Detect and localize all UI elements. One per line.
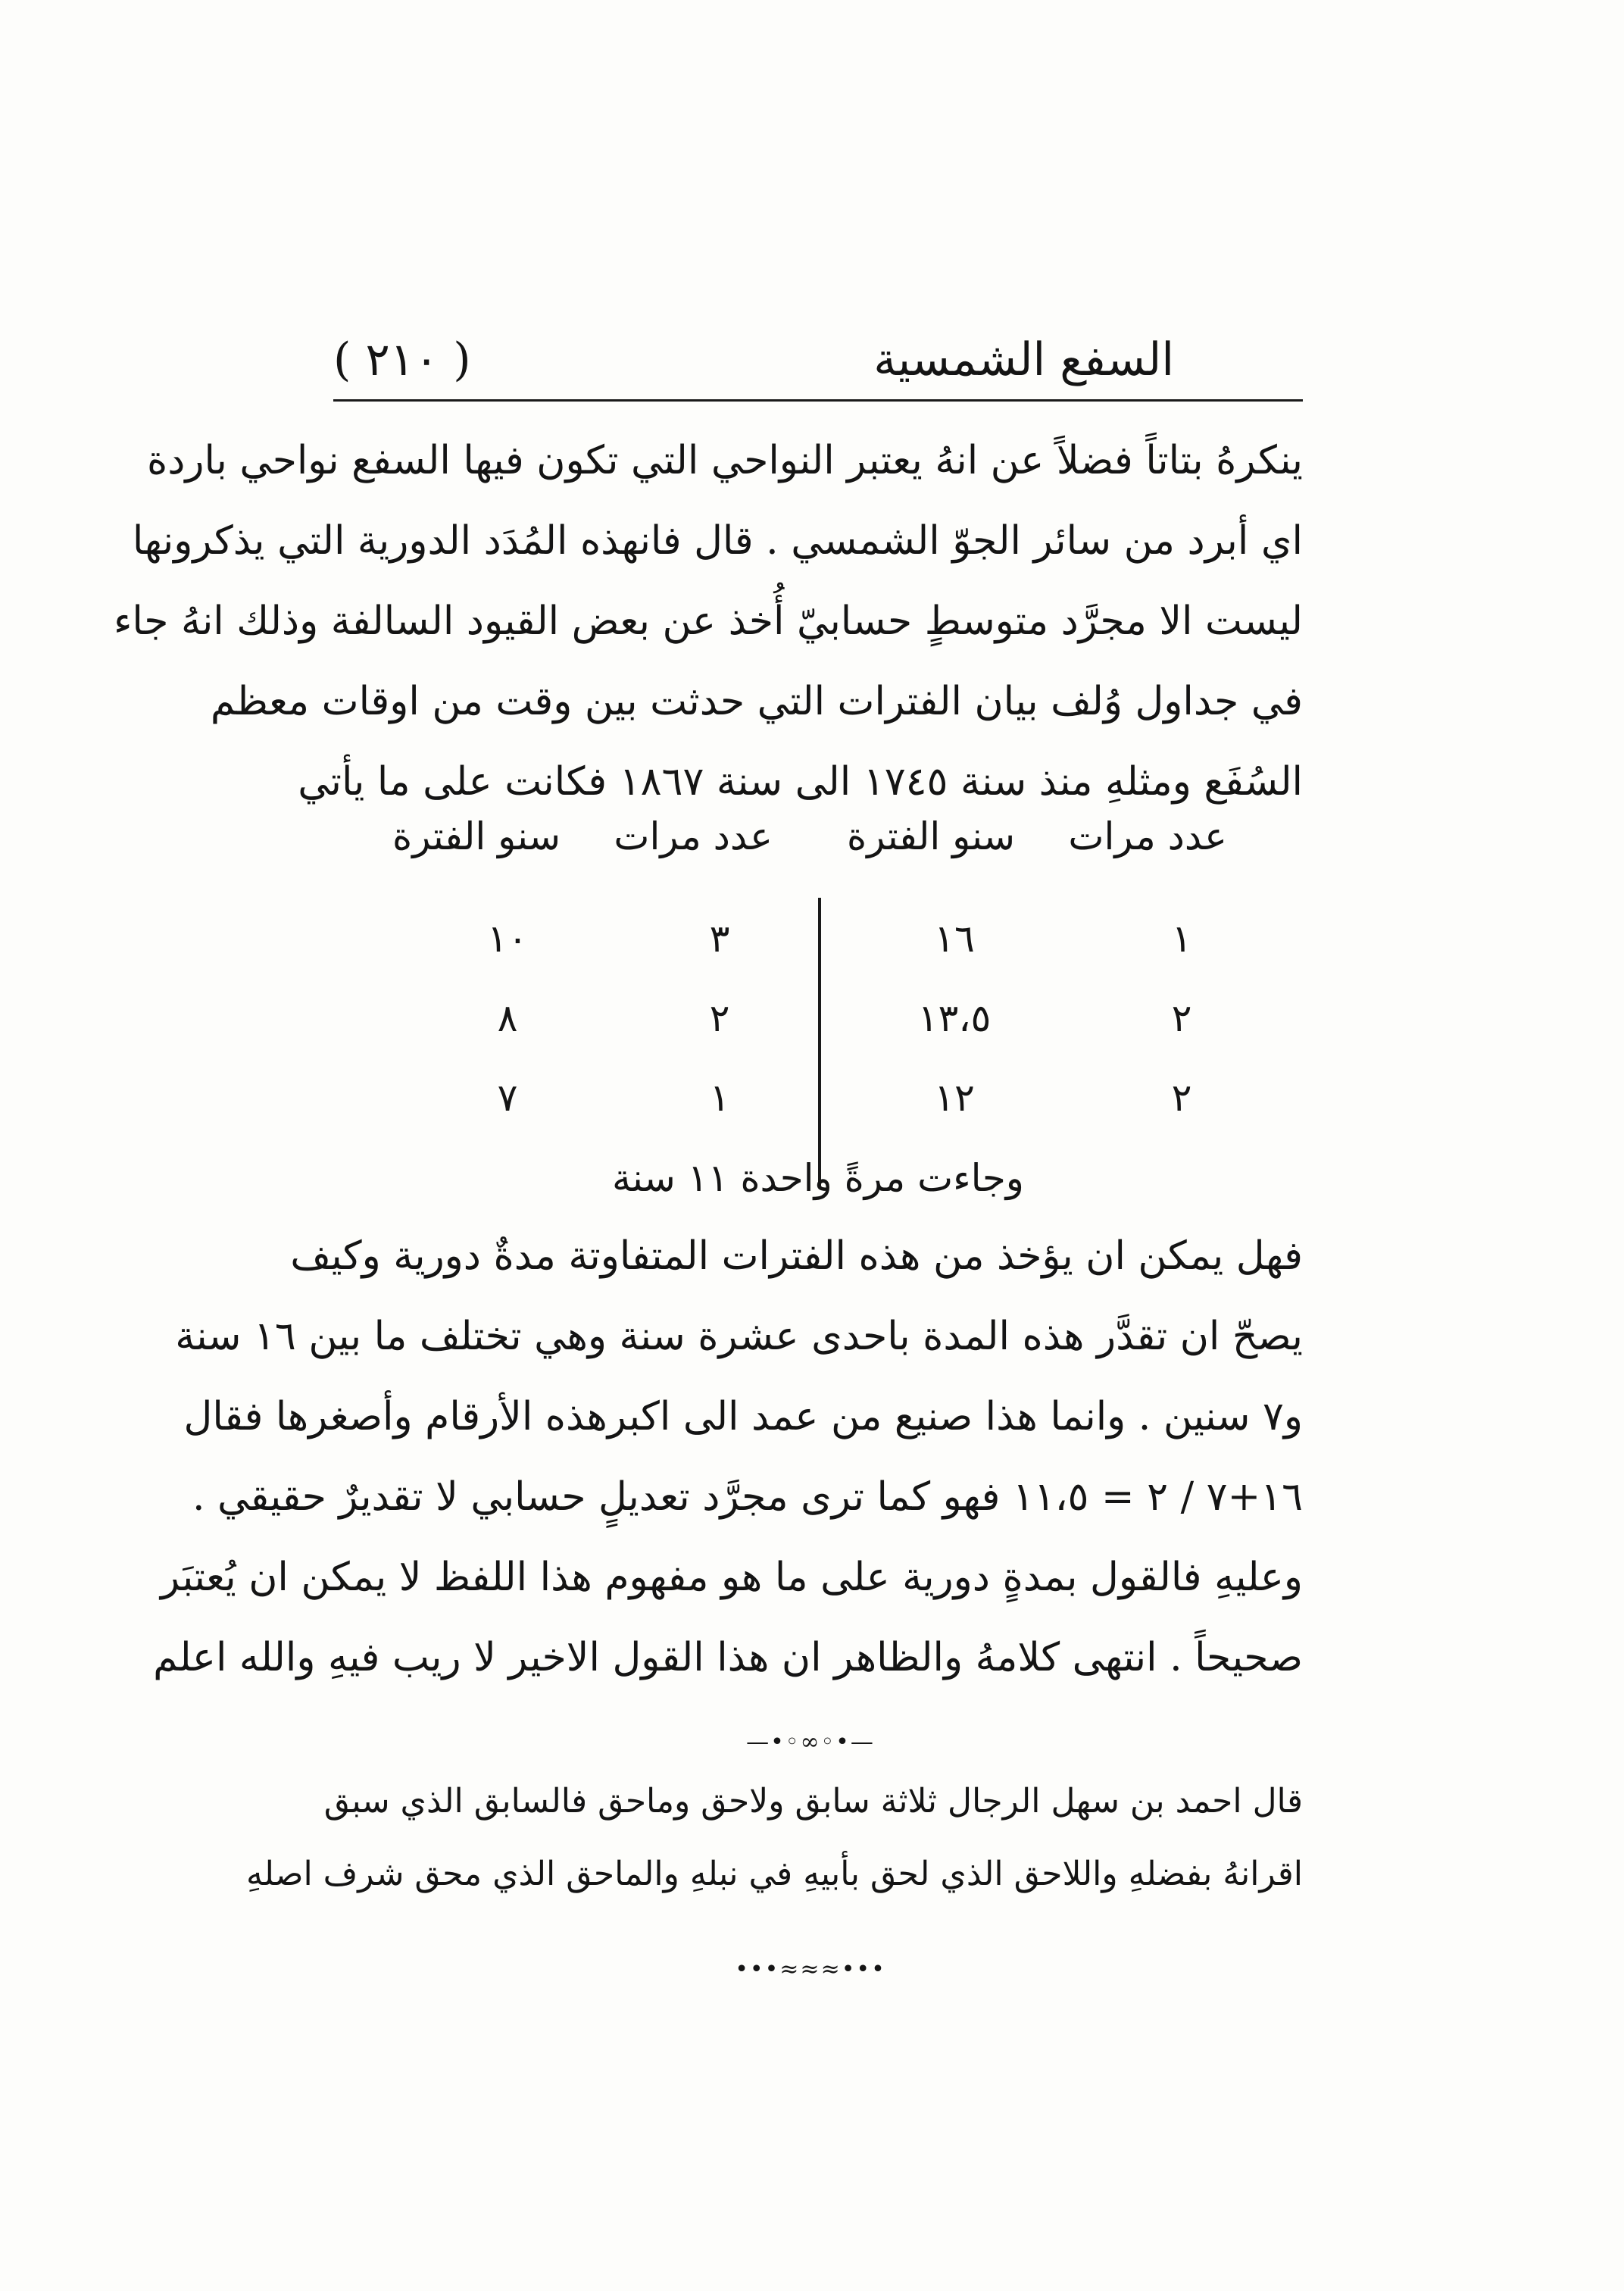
paragraph-1	[113, 420, 1303, 822]
page-header	[333, 326, 1303, 394]
header-rule	[333, 399, 1303, 402]
column-header: سنو الفترة	[847, 814, 1015, 858]
table-cell: ١٠	[487, 917, 528, 961]
ornament-divider: •••≈≈≈•••	[735, 1956, 886, 1983]
column-header: عدد مرات	[1068, 814, 1227, 858]
text-line: صحيحاً . انتهى كلامهُ والظاهر ان هذا القول الاخير لا ريب فيهِ والله اعلم	[153, 1635, 1303, 1680]
running-title: السفع الشمسية	[873, 333, 1174, 386]
text-line: ١٦+٧ / ٢ = ١١،٥ فهو كما ترى مجرَّد تعديلٍ حسابي لا تقديرٌ حقيقي .	[192, 1474, 1303, 1520]
table-cell: ٢	[1171, 996, 1192, 1040]
column-header: عدد مرات	[614, 814, 773, 858]
quote-paragraph	[245, 1765, 1303, 1911]
intervals-table	[394, 814, 1250, 1178]
text-line: وعليهِ فالقول بمدةٍ دورية على ما هو مفهوم هذا اللفظ لا يمكن ان يُعتبَر	[161, 1555, 1303, 1600]
text-line: اي أبرد من سائر الجوّ الشمسي . قال فانهذه المُدَد الدورية التي يذكرونها	[132, 518, 1303, 564]
text-line: اقرانهُ بفضلهِ واللاحق الذي لحق بأبيهِ في نبلهِ والماحق الذي محق شرف اصلهِ	[245, 1855, 1303, 1893]
text-line: ينكرهُ بتاتاً فضلاً عن انهُ يعتبر النواحي التي تكون فيها السفع نواحي باردة	[147, 438, 1303, 483]
text-line: فهل يمكن ان يؤخذ من هذه الفترات المتفاوتة مدةٌ دورية وكيف	[290, 1233, 1303, 1279]
page-number: ( ٢١٠ )	[333, 333, 471, 386]
table-cell: ١٢	[934, 1076, 975, 1120]
text-line: يصحّ ان تقدَّر هذه المدة باحدى عشرة سنة وهي تختلف ما بين ١٦ سنة	[175, 1314, 1303, 1359]
ornament-divider: —•◦∞◦•—	[746, 1729, 875, 1755]
paragraph-2	[153, 1216, 1303, 1698]
table-cell: ٨	[497, 996, 518, 1040]
text-line: في جداول وُلف بيان الفترات التي حدثت بين وقت من اوقات معظم	[210, 679, 1303, 724]
table-cell: ٣	[709, 917, 730, 961]
column-header: سنو الفترة	[392, 814, 561, 858]
table-cell: ١	[709, 1076, 730, 1120]
table-cell: ١٦	[934, 917, 975, 961]
table-note: وجاءت مرةً واحدة ١١ سنة	[612, 1156, 1024, 1200]
text-line: قال احمد بن سهل الرجال ثلاثة سابق ولاحق وماحق فالسابق الذي سبق	[323, 1782, 1303, 1821]
table-divider	[818, 898, 821, 1186]
text-line: ليست الا مجرَّد متوسطٍ حسابيّ أُخذ عن بعض القيود السالفة وذلك انهُ جاء	[113, 599, 1303, 644]
text-line: و٧ سنين . وانما هذا صنيع من عمد الى اكبرهذه الأرقام وأصغرها فقال	[183, 1394, 1303, 1439]
table-cell: ٢	[709, 996, 730, 1040]
text-line: السُفَع ومثلهِ منذ سنة ١٧٤٥ الى سنة ١٨٦٧ فكانت على ما يأتي	[298, 759, 1303, 805]
table-cell: ٢	[1171, 1076, 1192, 1120]
table-cell: ٧	[497, 1076, 518, 1120]
table-cell: ١٣،٥	[917, 996, 992, 1040]
table-cell: ١	[1171, 917, 1192, 961]
